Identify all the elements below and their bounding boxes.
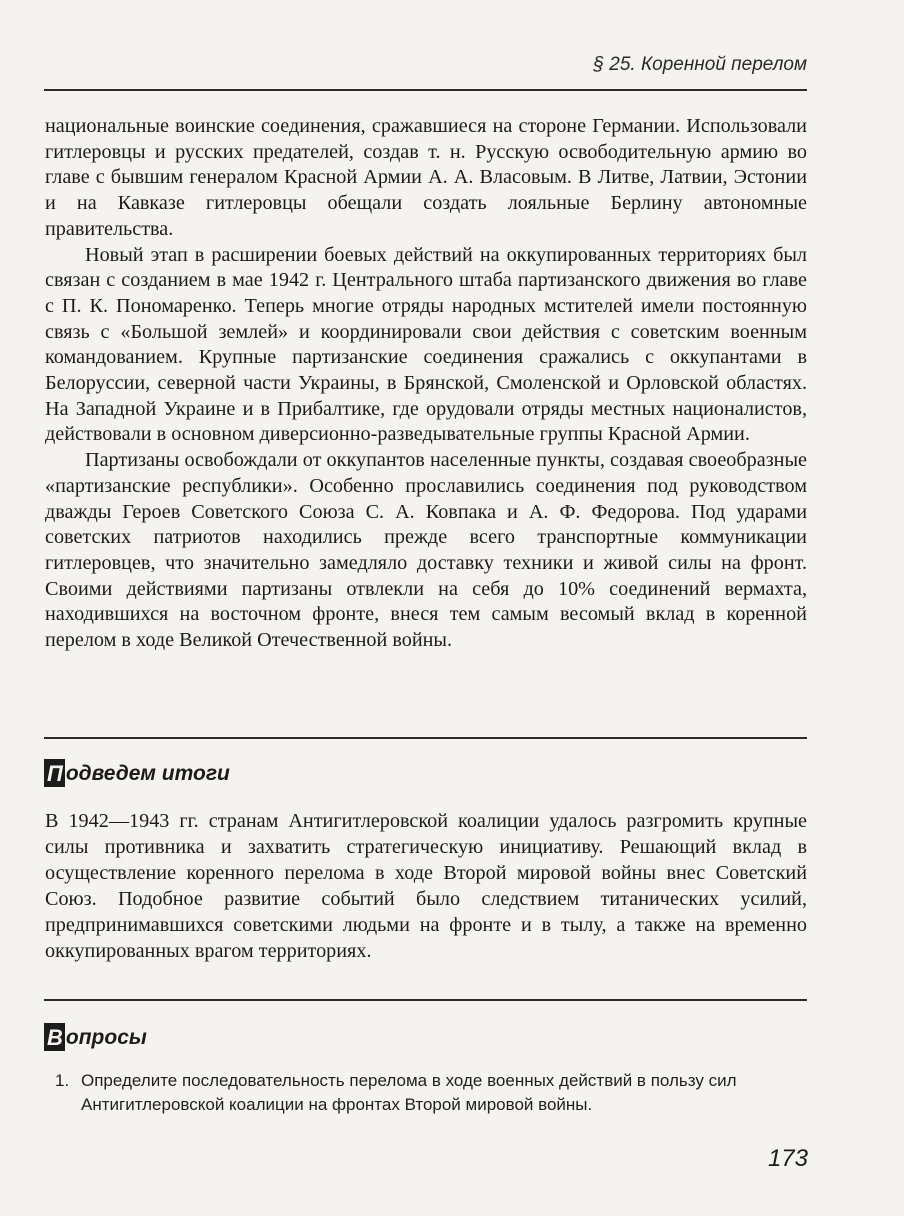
summary-heading [44, 759, 230, 787]
summary-rule [44, 737, 807, 739]
header-rule [44, 89, 807, 91]
summary-heading-text: одведем итоги [65, 762, 230, 785]
question-text: Определите последовательность перелома в ходе военных действий в пользу сил Антигитлеровской коалиции на фронтах Второй мировой войны. [81, 1071, 737, 1114]
summary-text [45, 809, 807, 964]
main-text [45, 114, 807, 654]
paragraph: национальные воинские соединения, сражавшиеся на стороне Германии. Использовали гитлеровцы и русских предателей, создав т. н. Русскую освободительную армию во главе с бывшим генералом Красной Армии А. А. Власовым. В Литве, Латвии, Эстонии и на Кавказе гитлеровцы обещали создать лояльные Берлину автономные правительства. [45, 115, 807, 240]
question-item [45, 1069, 815, 1117]
question-number: 1. [55, 1071, 70, 1090]
page-number: 173 [767, 1145, 808, 1172]
paragraph: Новый этап в расширении боевых действий на оккупированных территориях был связан с созданием в мае 1942 г. Центрального штаба партизанского движения во главе с П. К. Пономаренко. Теперь многие отряды народных мстителей имели постоянную связь с «Большой землей» и координировали свои действия с советским военным командованием. Крупные партизанские соединения сражались с оккупантами в Белоруссии, северной части Украины, в Брянской, Смоленской и Орловской областях. На Западной Украине и в Прибалтике, где орудовали отряды местных националистов, действовали в основном диверсионно-разведывательные группы Красной Армии. [45, 243, 807, 446]
summary-paragraph: В 1942—1943 гг. странам Антигитлеровской коалиции удалось разгромить крупные силы противника и захватить стратегическую инициативу. Решающий вклад в осуществление коренного перелома в ходе Второй мировой войны внес Советский Союз. Подобное развитие событий было следствием титанических усилий, предпринимавшихся советскими людьми на фронте и в тылу, а также на временно оккупированных врагом территориях. [45, 810, 807, 962]
questions-rule [44, 999, 807, 1001]
paragraph: Партизаны освобождали от оккупантов населенные пункты, создавая своеобразные «партизанские республики». Особенно прославились соединения под руководством дважды Героев Советского Союза С. А. Ковпака и А. Ф. Федорова. Под ударами советских патриотов находились прежде всего транспортные коммуникации гитлеровцев, что значительно замедляло доставку техники и живой силы на фронт. Своими действиями партизаны отвлекли на себя до 10% соединений вермахта, находившихся на восточном фронте, внеся тем самым весомый вклад в коренной перелом в ходе Великой Отечественной войны. [45, 449, 807, 652]
questions-heading [44, 1023, 147, 1051]
questions-heading-initial: В [44, 1023, 65, 1051]
running-title: § 25. Коренной перелом [593, 54, 807, 75]
questions-list [45, 1069, 815, 1117]
summary-heading-initial: П [44, 759, 65, 787]
questions-heading-text: опросы [65, 1026, 147, 1049]
